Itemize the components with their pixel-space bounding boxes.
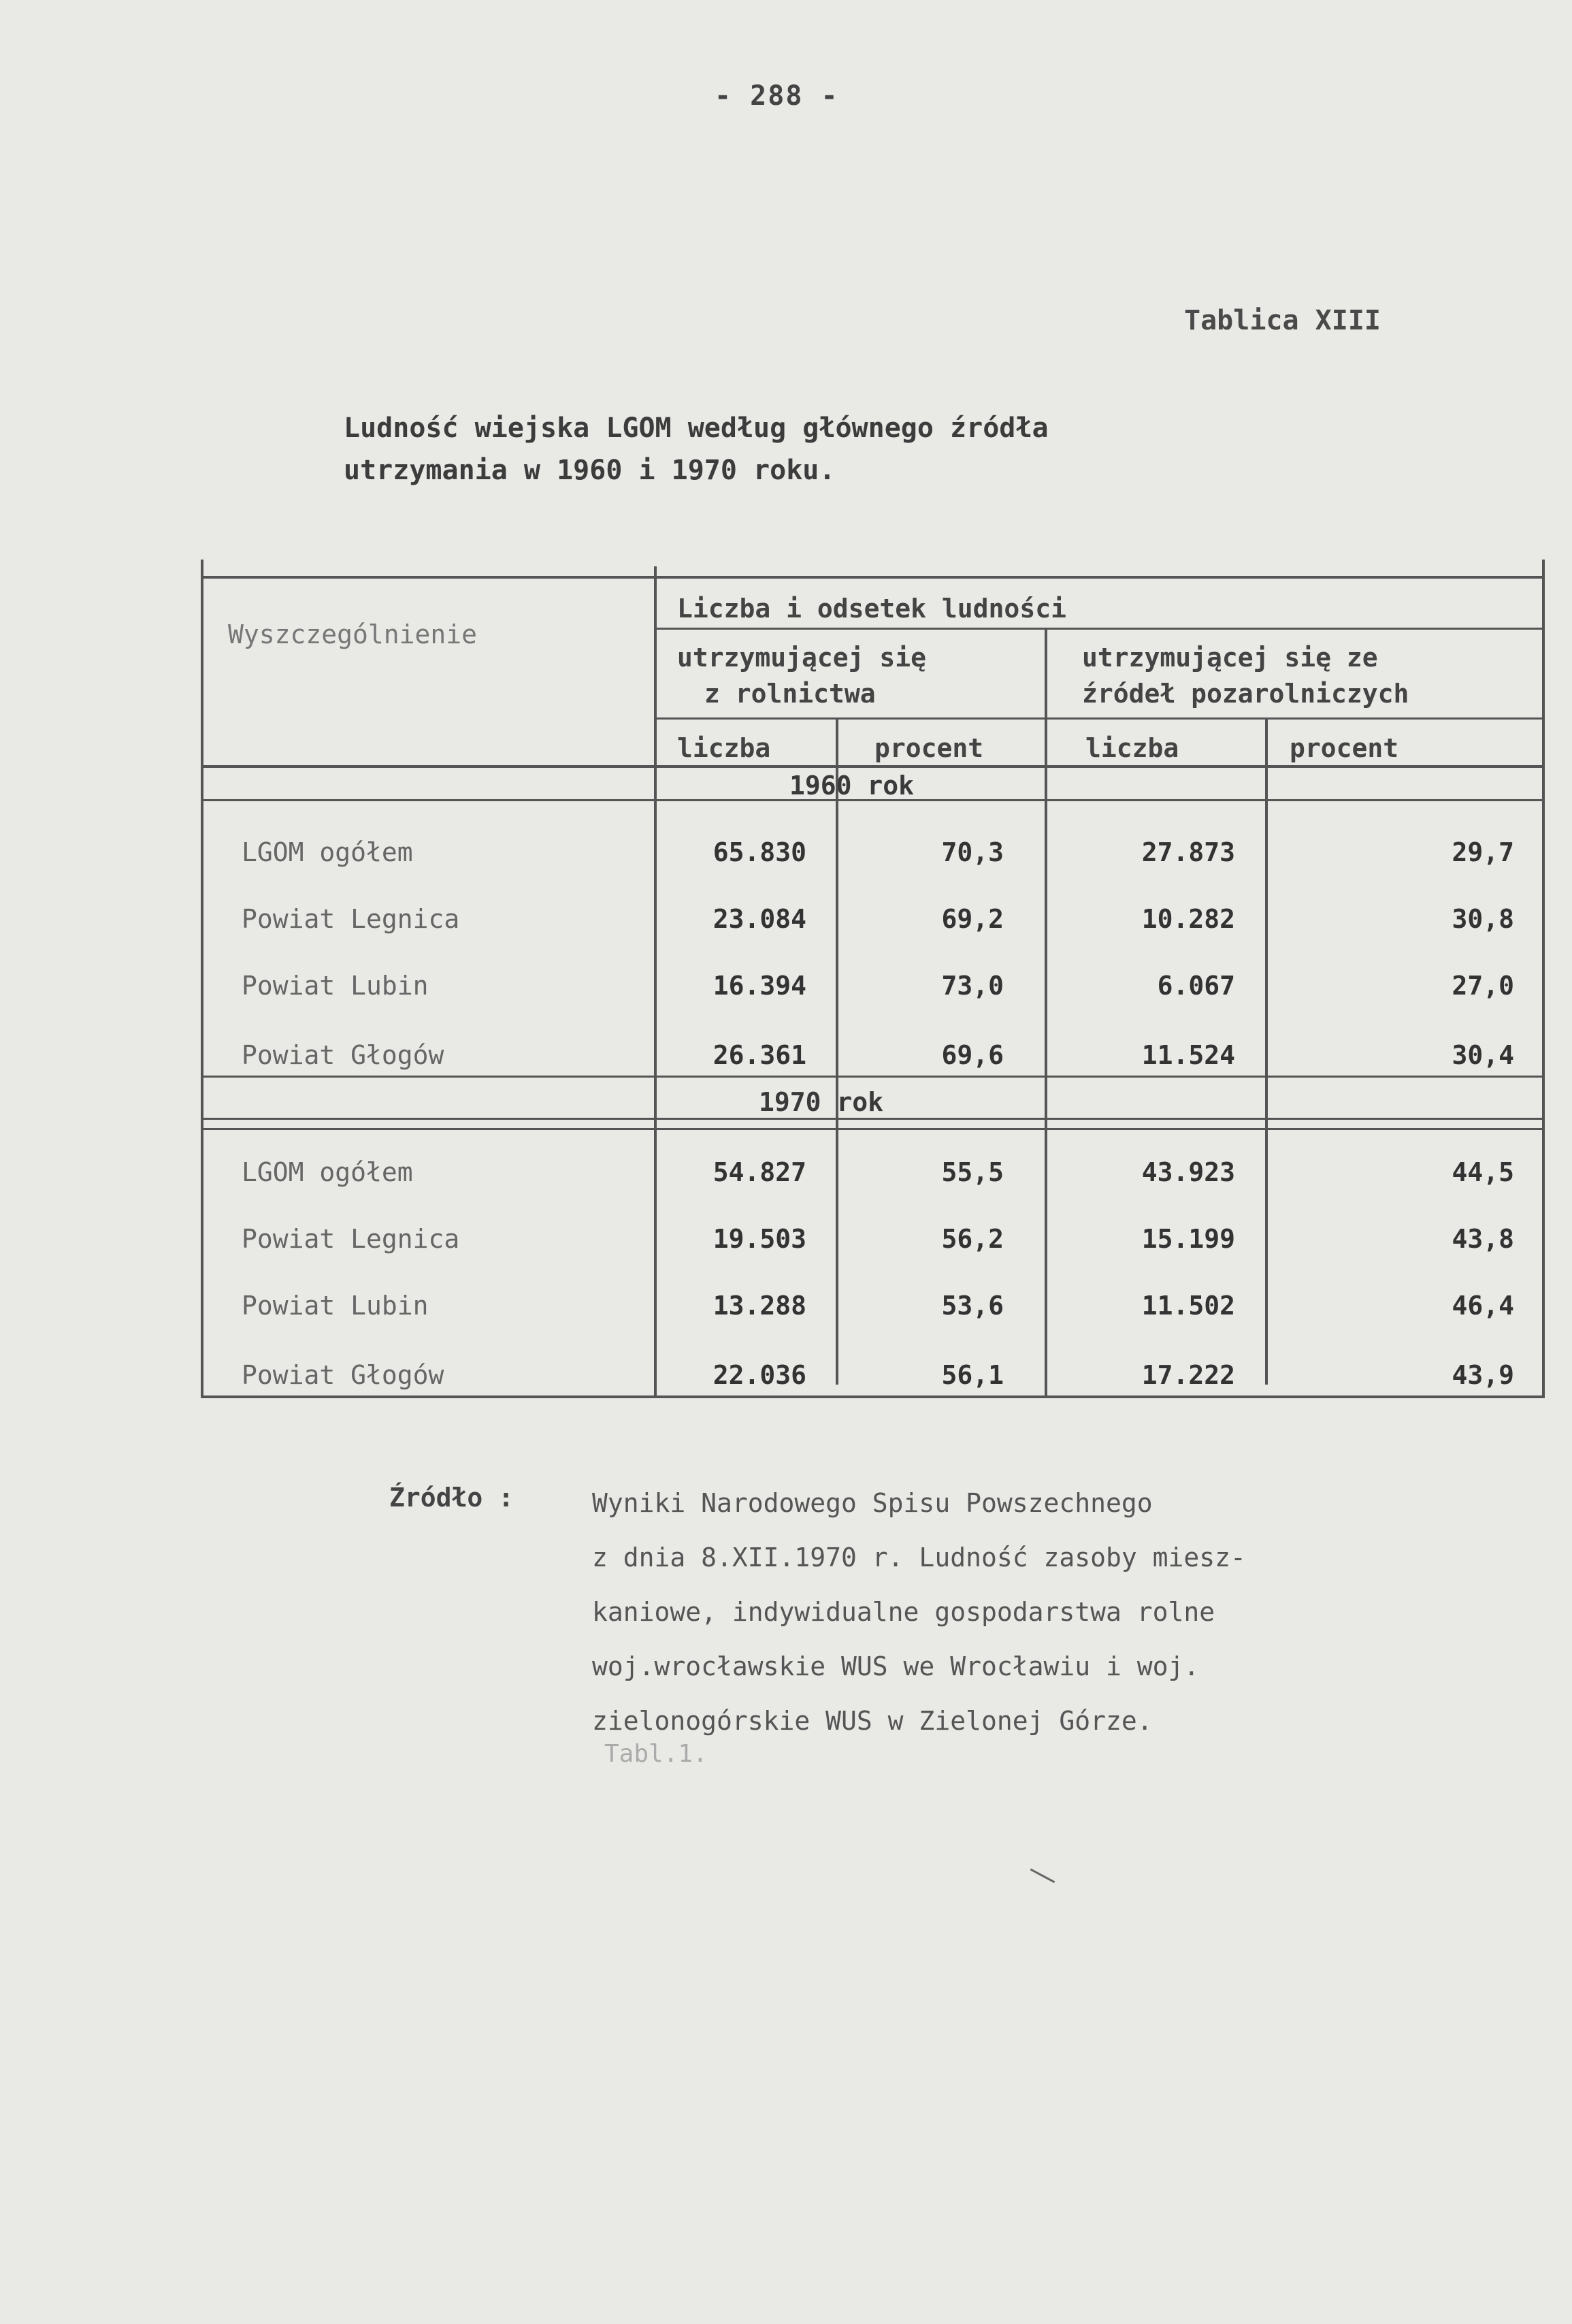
table-cell: 69,6 <box>941 1040 1004 1070</box>
table-cell: 29,7 <box>1452 837 1514 867</box>
table-row-label: Powiat Legnica <box>242 1224 460 1254</box>
table-cell: 56,1 <box>941 1360 1004 1390</box>
table-label: Tablica XIII <box>1184 305 1381 336</box>
table-cell: 6.067 <box>1157 971 1235 1001</box>
table-cell: 73,0 <box>941 971 1004 1001</box>
column-group-header-2: utrzymującej się ze <box>1082 643 1378 673</box>
table-column-rule <box>1045 628 1047 1398</box>
column-group-header-1: z rolnictwa <box>704 679 876 709</box>
table-cell: 53,6 <box>941 1291 1004 1321</box>
table-row-label: Powiat Głogów <box>242 1040 444 1070</box>
table-cell: 13.288 <box>713 1291 806 1321</box>
data-table <box>201 560 1545 1400</box>
pen-mark <box>1030 1869 1055 1883</box>
column-group-header-2: źródeł pozarolniczych <box>1082 679 1409 709</box>
table-cell: 23.084 <box>713 904 806 934</box>
table-rule <box>201 1118 1545 1120</box>
table-cell: 43,9 <box>1452 1360 1514 1390</box>
table-cell: 17.222 <box>1141 1360 1235 1390</box>
table-cell: 11.502 <box>1141 1291 1235 1321</box>
table-cell: 70,3 <box>941 837 1004 867</box>
table-title-line: utrzymania w 1960 i 1970 roku. <box>344 455 836 486</box>
source-line: woj.wrocławskie WUS we Wrocławiu i woj. <box>592 1651 1200 1681</box>
table-cell: 65.830 <box>713 837 806 867</box>
row-header: Wyszczególnienie <box>228 619 478 649</box>
source-line: z dnia 8.XII.1970 r. Ludność zasoby miesz- <box>592 1543 1246 1572</box>
table-row-label: LGOM ogółem <box>242 1157 413 1187</box>
sub-header-count: liczba <box>1085 733 1179 763</box>
table-cell: 30,4 <box>1452 1040 1514 1070</box>
table-cell: 15.199 <box>1141 1224 1235 1254</box>
table-title-line: Ludność wiejska LGOM według głównego źródła <box>344 413 1049 444</box>
source-line: kaniowe, indywidualne gospodarstwa rolne <box>592 1597 1215 1627</box>
table-cell: 27.873 <box>1141 837 1235 867</box>
table-cell: 69,2 <box>941 904 1004 934</box>
table-border-right <box>1542 560 1545 1398</box>
source-line: Wyniki Narodowego Spisu Powszechnego <box>592 1488 1153 1518</box>
table-cell: 54.827 <box>713 1157 806 1187</box>
table-cell: 11.524 <box>1141 1040 1235 1070</box>
page-number: - 288 - <box>715 80 839 112</box>
table-column-rule <box>1265 717 1268 1385</box>
table-cell: 56,2 <box>941 1224 1004 1254</box>
table-row-label: Powiat Lubin <box>242 1291 429 1321</box>
table-rule-header-bottom <box>201 765 1545 768</box>
table-row-label: Powiat Głogów <box>242 1360 444 1390</box>
table-row-label: Powiat Lubin <box>242 971 429 1001</box>
table-border-left <box>201 560 203 1398</box>
section-year-label: 1970 rok <box>759 1087 884 1117</box>
table-rule <box>201 1076 1545 1078</box>
table-cell: 26.361 <box>713 1040 806 1070</box>
table-cell: 22.036 <box>713 1360 806 1390</box>
source-label: Źródło : <box>389 1483 514 1513</box>
table-row-label: Powiat Legnica <box>242 904 460 934</box>
table-cell: 46,4 <box>1452 1291 1514 1321</box>
table-rule <box>201 1128 1545 1130</box>
table-column-rule <box>836 717 838 1385</box>
table-rule-bottom <box>201 1395 1545 1398</box>
source-text <box>592 1476 1246 1748</box>
table-cell: 27,0 <box>1452 971 1514 1001</box>
table-cell: 10.282 <box>1141 904 1235 934</box>
table-rule-top <box>201 576 1545 579</box>
table-cell: 30,8 <box>1452 904 1514 934</box>
table-column-rule <box>654 566 657 1398</box>
group-header: Liczba i odsetek ludności <box>677 594 1066 624</box>
source-line: zielonogórskie WUS w Zielonej Górze. <box>592 1706 1153 1736</box>
table-rule <box>657 717 1545 720</box>
section-year-label: 1960 rok <box>789 771 915 801</box>
table-cell: 44,5 <box>1452 1157 1514 1187</box>
source-reference: Tabl.1. <box>604 1740 708 1768</box>
sub-header-count: liczba <box>677 733 771 763</box>
table-title <box>344 407 1049 491</box>
column-group-header-1: utrzymującej się <box>677 643 927 673</box>
table-cell: 43.923 <box>1141 1157 1235 1187</box>
table-cell: 16.394 <box>713 971 806 1001</box>
table-cell: 55,5 <box>941 1157 1004 1187</box>
table-row-label: LGOM ogółem <box>242 837 413 867</box>
table-cell: 43,8 <box>1452 1224 1514 1254</box>
table-rule <box>657 628 1545 630</box>
sub-header-percent: procent <box>874 733 984 763</box>
sub-header-percent: procent <box>1290 733 1399 763</box>
table-cell: 19.503 <box>713 1224 806 1254</box>
